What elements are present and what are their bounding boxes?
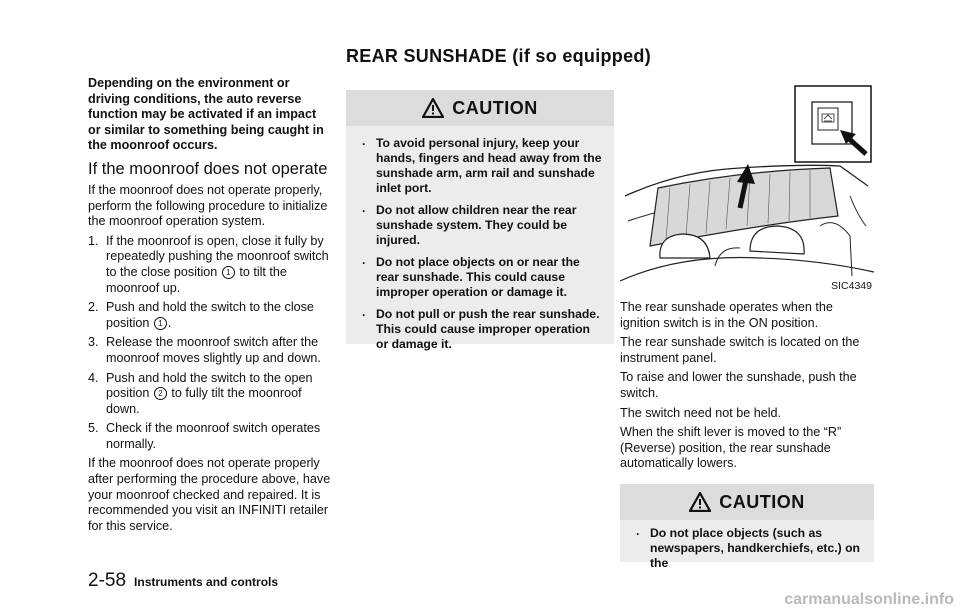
rear-sunshade-illustration [620, 76, 874, 294]
body-paragraph: The rear sunshade operates when the ignition switch is in the ON position. [620, 300, 833, 330]
warning-triangle-icon [422, 98, 444, 118]
caution-item: . To avoid personal injury, keep your hands, fingers and head away from the sunshade arm, arm rail and sunshade inlet port. [358, 136, 602, 196]
moonroof-column [88, 76, 332, 538]
step-item: 1. If the moonroof is open, close it fully by repeatedly pushing the moonroof switch to the close position 1 to tilt the moonroof up. [88, 233, 329, 295]
step-item: 2. Push and hold the switch to the close position 1 . [88, 300, 314, 330]
caution-box [346, 90, 614, 351]
sunshade-figure [620, 76, 874, 294]
page-title: REAR SUNSHADE (if so equipped) [346, 46, 652, 66]
caution-header [346, 90, 614, 126]
service-paragraph: If the moonroof does not operate properly after performing the procedure above, have your moonroof checked and repaired. It is recommended you visit an INFINITI retailer for this service. [88, 456, 331, 533]
circled-number-icon: 2 [154, 387, 167, 400]
caution-list [620, 520, 874, 590]
caution-item: . Do not place objects on or near the rear sunshade. This could cause improper operation or damage it. [358, 255, 602, 300]
figure-code: SIC4349 [831, 280, 872, 292]
body-paragraph: When the shift lever is moved to the “R” (Reverse) position, the rear sunshade automatically lowers. [620, 425, 842, 471]
caution-title: CAUTION [719, 491, 805, 512]
caution-title: CAUTION [452, 97, 538, 118]
intro-paragraph: Depending on the environment or driving conditions, the auto reverse function may be activated if an impact or similar to something being caught in the moonroof occurs. [88, 76, 324, 153]
section-heading: If the moonroof does not operate [88, 159, 328, 178]
page-footer [88, 570, 278, 592]
step-item: 5. Check if the moonroof switch operates normally. [88, 421, 321, 451]
body-paragraph: The switch need not be held. [620, 405, 782, 420]
section-name: Instruments and controls [134, 575, 279, 589]
caution-item: . Do not pull or push the rear sunshade. This could cause improper operation or damage it. [358, 307, 602, 352]
caution-box [620, 484, 874, 570]
watermark: carmanualsonline.info [784, 591, 954, 608]
circled-number-icon: 1 [154, 317, 167, 330]
caution-list [346, 126, 614, 371]
page-number: 2-58 [88, 570, 127, 591]
circled-number-icon: 1 [222, 266, 235, 279]
caution-item: . Do not place objects (such as newspapers, handkerchiefs, etc.) on the [632, 526, 862, 571]
caution-item: . Do not allow children near the rear sunshade system. They could be injured. [358, 203, 602, 248]
body-paragraph: To raise and lower the sunshade, push the switch. [620, 370, 857, 400]
step-item: 4. Push and hold the switch to the open position 2 to fully tilt the moonroof down. [88, 370, 313, 416]
caution-header [620, 484, 874, 520]
step-item: 3. Release the moonroof switch after the moonroof moves slightly up and down. [88, 335, 321, 365]
warning-triangle-icon [689, 492, 711, 512]
procedure-intro: If the moonroof does not operate properly, perform the following procedure to initialize the moonroof operation system. [88, 182, 328, 229]
body-paragraph: The rear sunshade switch is located on the instrument panel. [620, 335, 860, 365]
procedure-steps [88, 234, 332, 453]
sunshade-column [620, 300, 874, 476]
